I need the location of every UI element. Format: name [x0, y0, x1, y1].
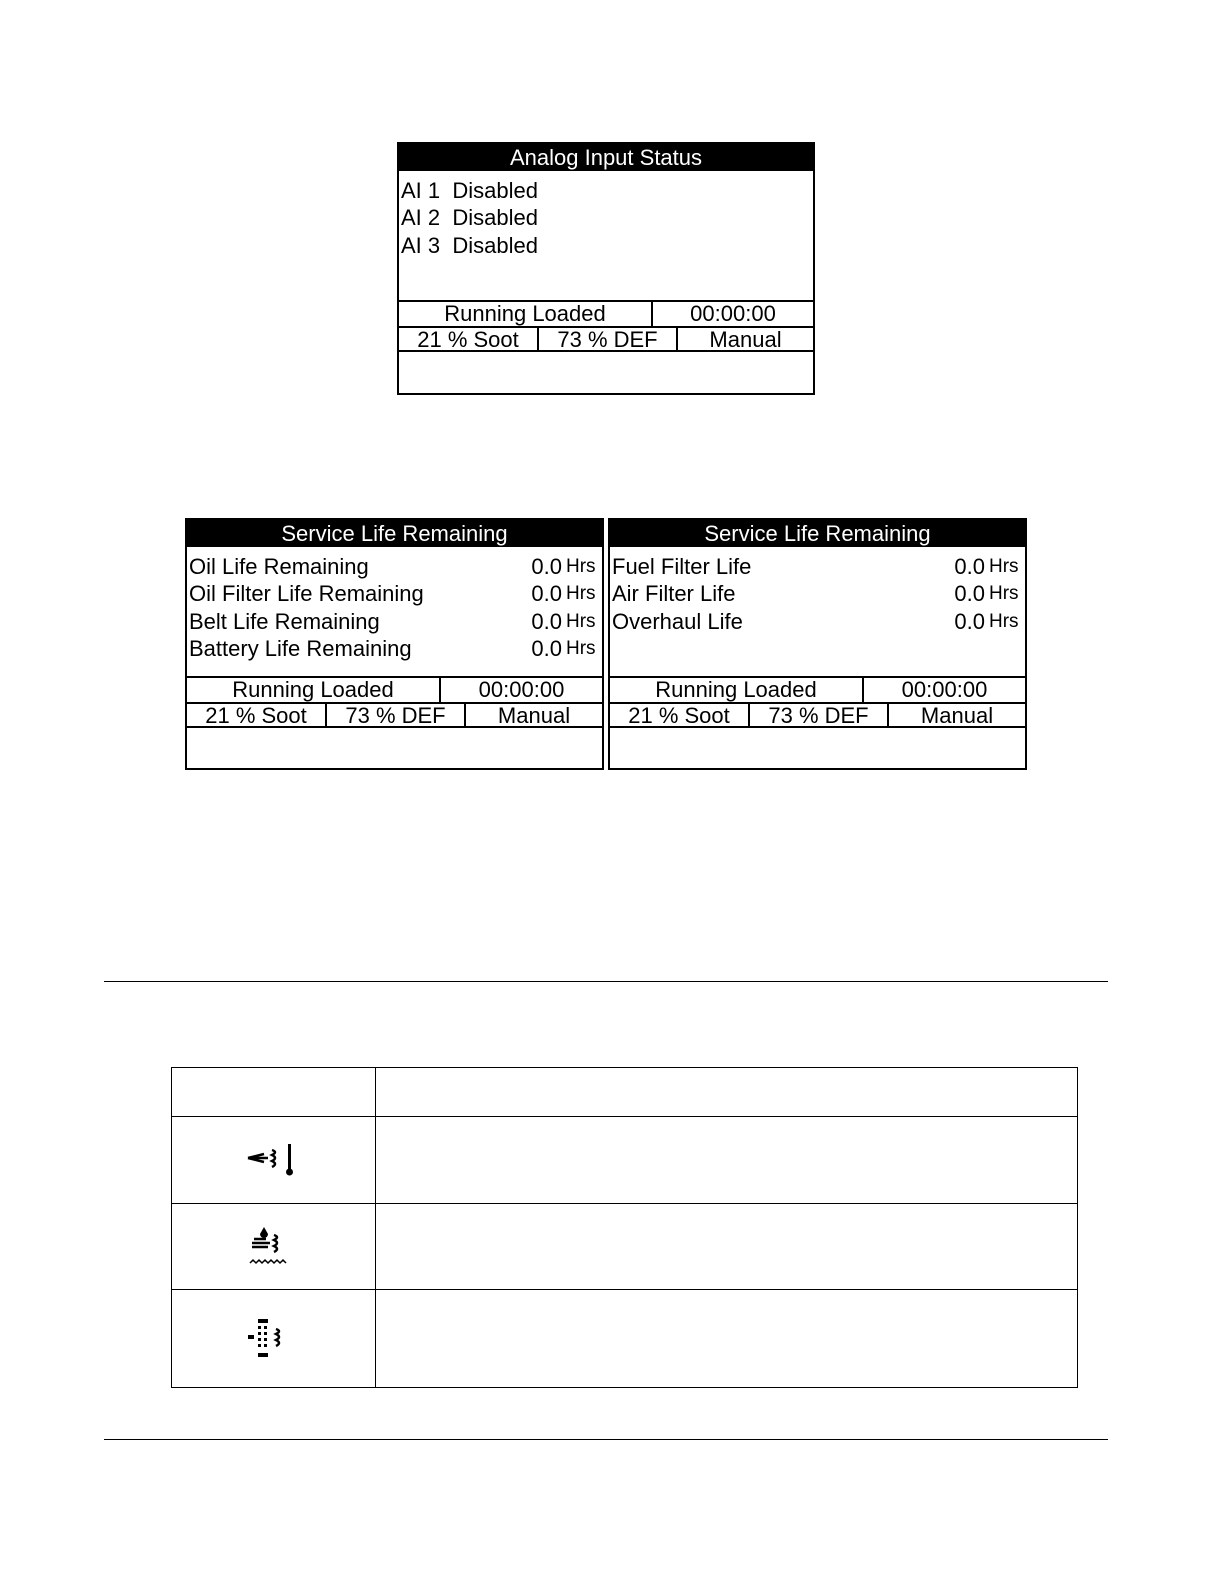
service-item-value: 0.0: [531, 581, 562, 607]
analog-input-row: [399, 205, 813, 233]
section-divider: [104, 1439, 1108, 1440]
status-bar: [399, 300, 813, 352]
service-item-unit: Hrs: [566, 610, 596, 632]
analog-input-row: [399, 177, 813, 205]
service-item-value: 0.0: [531, 553, 562, 579]
run-timer: 00:00:00: [439, 678, 602, 702]
run-timer: 00:00:00: [862, 678, 1025, 702]
description-cell: [376, 1117, 1078, 1204]
analog-input-row: [399, 232, 813, 260]
def-level: 73 % DEF: [325, 704, 464, 726]
service-life-row: [187, 581, 602, 609]
soot-level: 21 % Soot: [205, 703, 307, 728]
run-timer: 00:00:00: [651, 302, 813, 326]
analog-input-label: AI 2 Disabled: [401, 205, 538, 231]
control-mode: Manual: [464, 704, 602, 726]
screen-title: Analog Input Status: [399, 144, 813, 171]
control-mode: Manual: [676, 328, 813, 350]
service-item-unit: Hrs: [566, 638, 596, 660]
service-item-value: 0.0: [954, 608, 985, 634]
control-mode: Manual: [887, 704, 1025, 726]
analog-input-label: AI 1 Disabled: [401, 177, 538, 203]
service-item-label: Oil Life Remaining: [189, 553, 369, 579]
def-level: 73 % DEF: [748, 704, 887, 726]
service-item-value: 0.0: [531, 636, 562, 662]
soot-level: 21 % Soot: [417, 327, 519, 352]
service-life-screen-right: [608, 518, 1027, 770]
service-item-label: Overhaul Life: [612, 608, 743, 634]
exhaust-temperature-icon: [244, 1140, 304, 1180]
service-life-row: [187, 636, 602, 664]
service-life-row: [187, 608, 602, 636]
status-bar: [610, 676, 1025, 728]
icon-reference-table: [171, 1067, 1078, 1388]
service-item-unit: Hrs: [566, 583, 596, 605]
service-item-label: Battery Life Remaining: [189, 636, 412, 662]
service-item-label: Belt Life Remaining: [189, 608, 380, 634]
service-item-unit: Hrs: [989, 555, 1019, 577]
service-life-row: [187, 553, 602, 581]
screen-title: Service Life Remaining: [187, 520, 602, 547]
table-row: [172, 1204, 1078, 1290]
service-item-value: 0.0: [531, 608, 562, 634]
service-item-label: Fuel Filter Life: [612, 553, 752, 579]
service-item-unit: Hrs: [989, 583, 1019, 605]
service-item-value: 0.0: [954, 553, 985, 579]
service-life-row: [610, 581, 1025, 609]
description-cell: [376, 1204, 1078, 1290]
table-row: [172, 1290, 1078, 1388]
section-divider: [104, 981, 1108, 982]
service-item-unit: Hrs: [989, 610, 1019, 632]
table-header-row: [172, 1068, 1078, 1117]
screen-title: Service Life Remaining: [610, 520, 1025, 547]
header-cell-icon: [172, 1068, 376, 1117]
table-row: [172, 1117, 1078, 1204]
engine-state: Running Loaded: [444, 301, 606, 326]
engine-state: Running Loaded: [232, 677, 394, 702]
soot-level: 21 % Soot: [628, 703, 730, 728]
service-item-label: Air Filter Life: [612, 581, 736, 607]
service-life-screen-left: [185, 518, 604, 770]
service-life-row: [610, 608, 1025, 636]
service-item-label: Oil Filter Life Remaining: [189, 581, 424, 607]
analog-input-status-screen: [397, 142, 815, 395]
service-item-unit: Hrs: [566, 555, 596, 577]
service-item-value: 0.0: [954, 581, 985, 607]
def-fluid-icon: [244, 1223, 304, 1271]
def-level: 73 % DEF: [537, 328, 676, 350]
service-life-row: [610, 553, 1025, 581]
header-cell-description: [376, 1068, 1078, 1117]
description-cell: [376, 1290, 1078, 1388]
analog-input-label: AI 3 Disabled: [401, 232, 538, 258]
status-bar: [187, 676, 602, 728]
engine-state: Running Loaded: [655, 677, 817, 702]
exhaust-filter-icon: [244, 1317, 304, 1361]
